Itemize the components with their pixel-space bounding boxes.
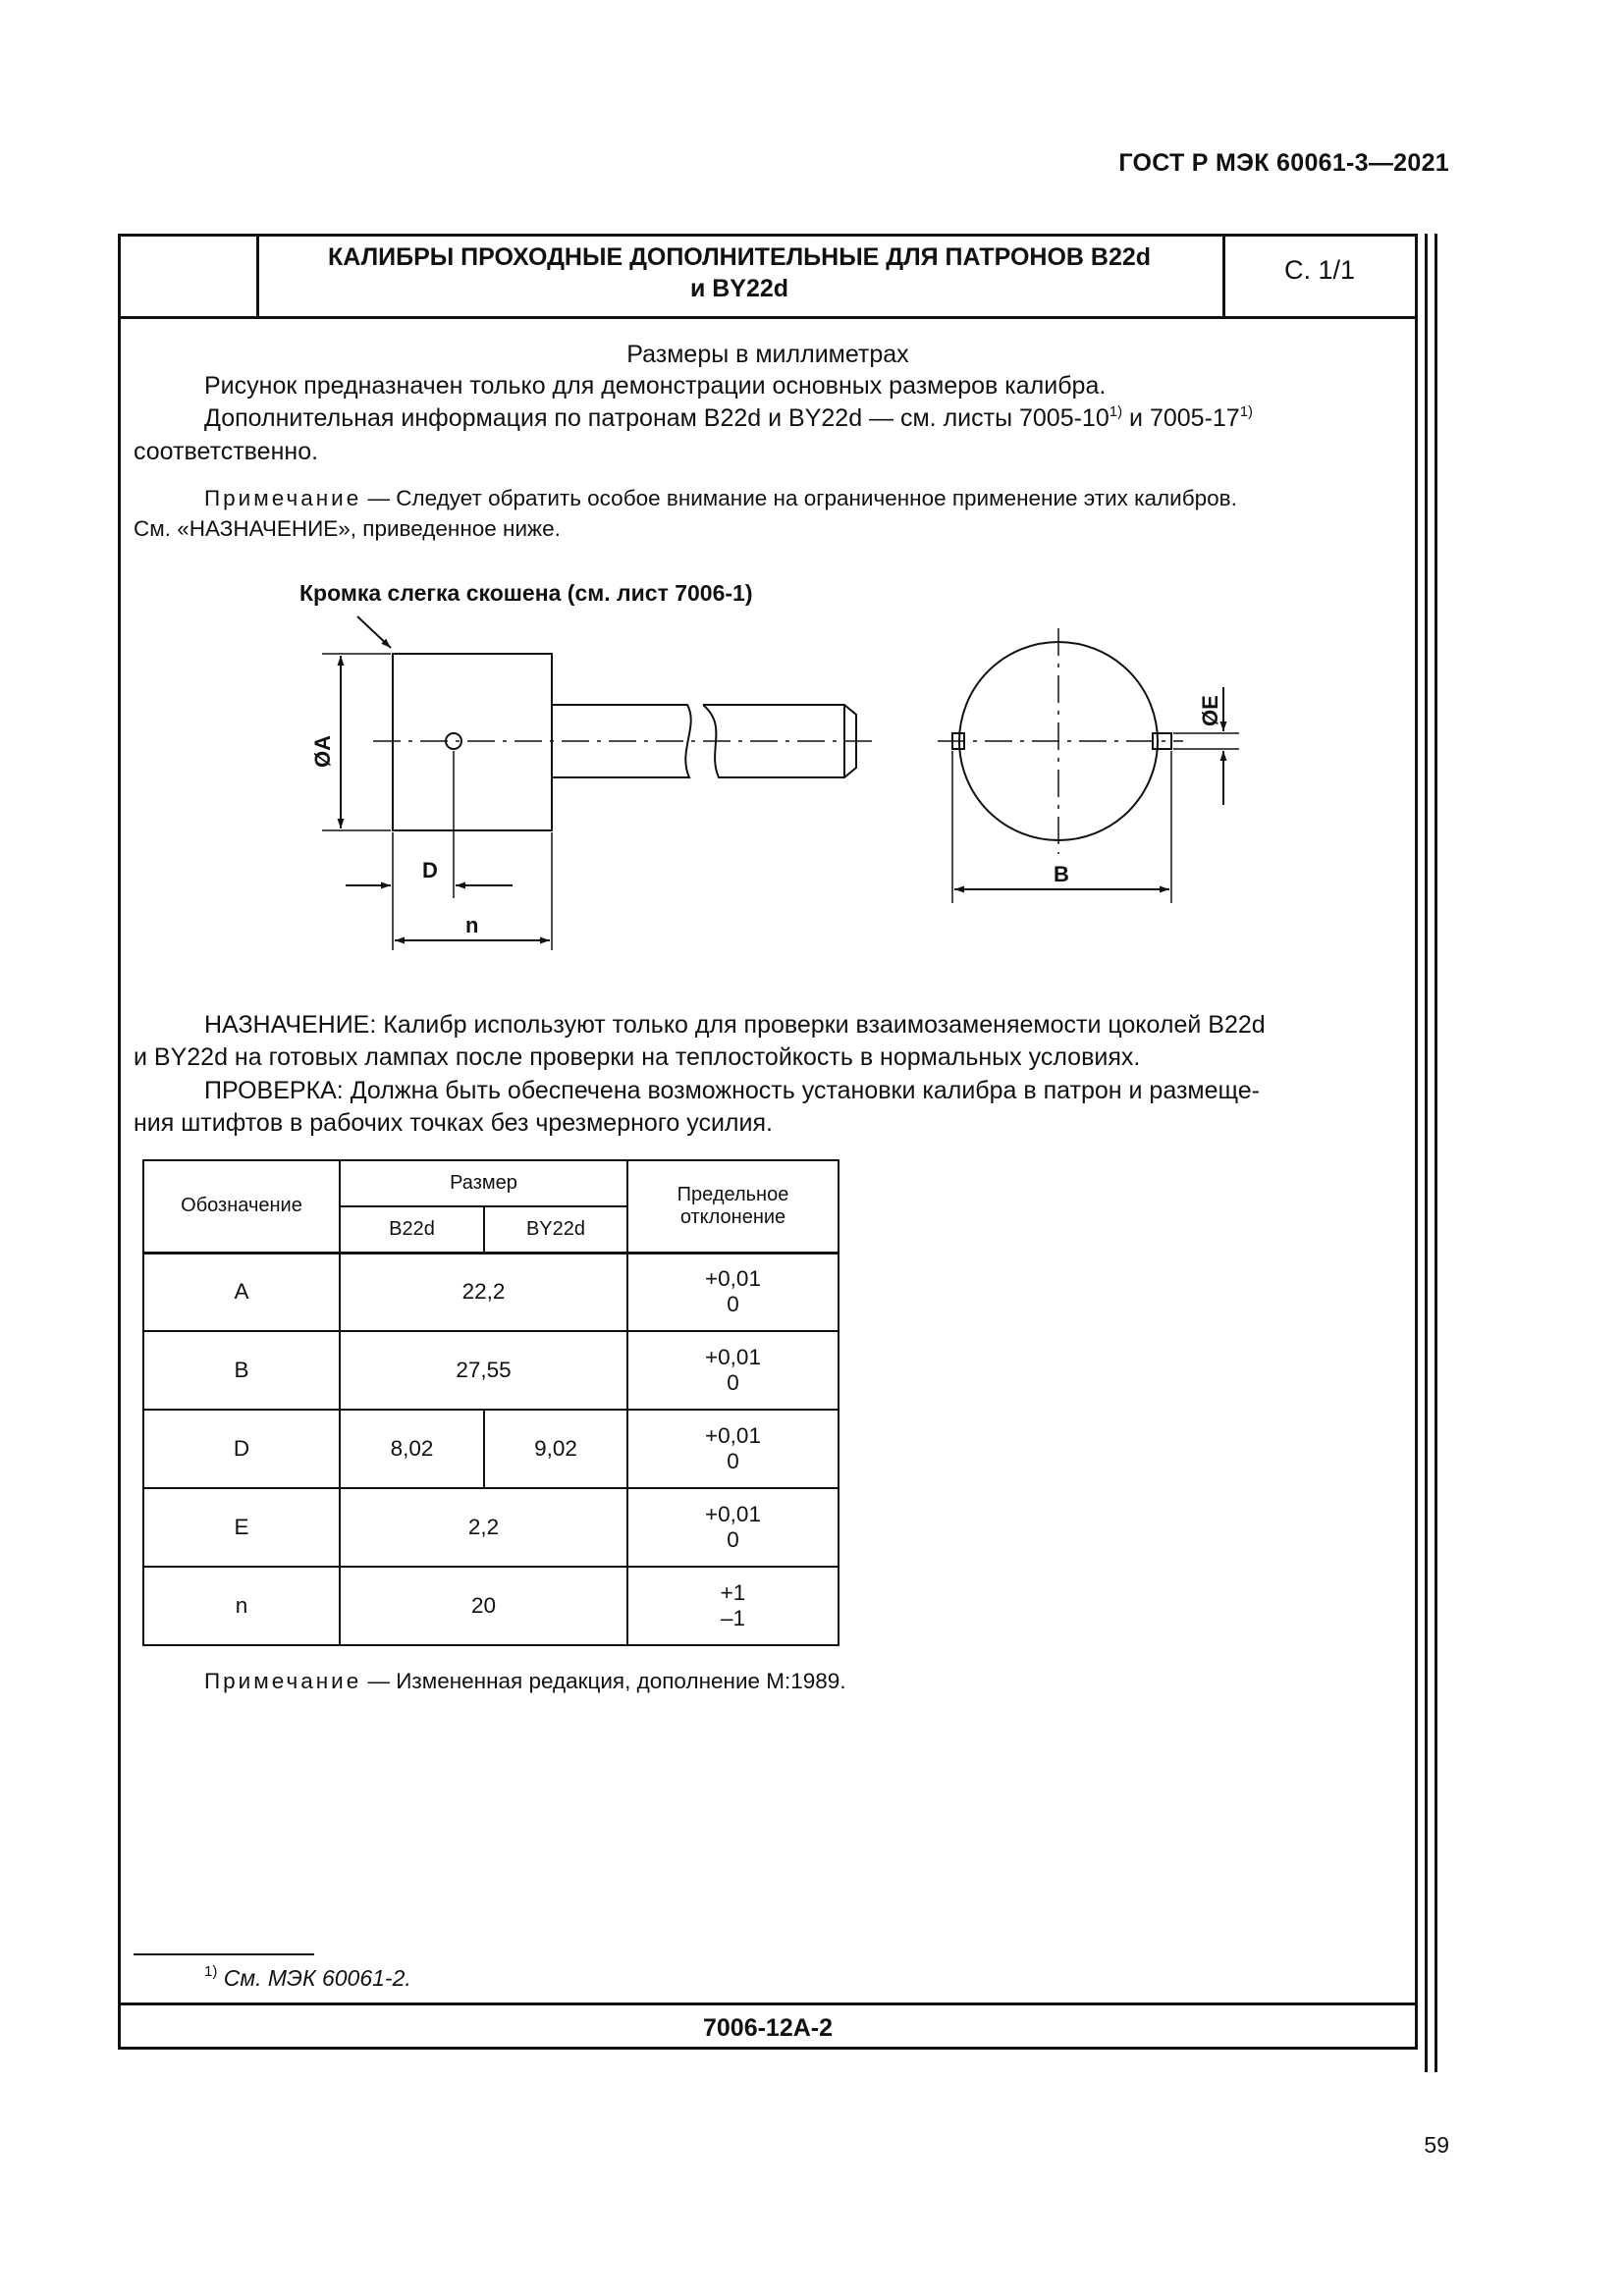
header-tolerance-line2: отклонение xyxy=(679,1205,786,1228)
page-number: 59 xyxy=(1424,2132,1449,2158)
label-A: ØA xyxy=(310,735,335,768)
sheet-code: 7006-12A-2 xyxy=(702,2014,834,2042)
note-1-line-2: См. «НАЗНАЧЕНИЕ», приведенное ниже. xyxy=(134,516,561,541)
dimensions-note: Размеры в миллиметрах xyxy=(626,341,909,368)
row-value-by22d: 9,02 xyxy=(484,1410,627,1488)
gauge-drawing xyxy=(0,0,1624,982)
row-value: 22,2 xyxy=(340,1253,627,1331)
sheet-title-line2: и BY22d xyxy=(689,275,789,302)
note-2-text: — Измененная редакция, дополнение М:1989. xyxy=(361,1669,846,1693)
header-b22d: B22d xyxy=(340,1206,484,1253)
row-tolerance: +0,01 0 xyxy=(627,1331,839,1410)
footnote-text: См. МЭК 60061-2. xyxy=(217,1965,411,1991)
row-tolerance: +0,01 0 xyxy=(627,1253,839,1331)
label-n: n xyxy=(465,913,479,937)
footer-rule xyxy=(118,2002,1418,2005)
row-value-b22d: 8,02 xyxy=(340,1410,484,1488)
label-D: D xyxy=(422,858,438,882)
row-tolerance: +1 –1 xyxy=(627,1567,839,1645)
header-size: Размер xyxy=(340,1160,627,1206)
table-row xyxy=(143,1253,839,1331)
purpose-line-1: НАЗНАЧЕНИЕ: Калибр используют только для проверки взаимозаменяемости цоколей B22d xyxy=(204,1011,1266,1039)
purpose-line-2: и BY22d на готовых лампах после проверки на теплостойкость в нормальных условиях. xyxy=(134,1043,1141,1071)
standard-number: ГОСТ Р МЭК 60061-3—2021 xyxy=(1118,149,1449,177)
row-tolerance: +0,01 0 xyxy=(627,1488,839,1567)
sheet-number: С. 1/1 xyxy=(1283,255,1356,285)
row-designation: B xyxy=(143,1331,340,1410)
dimensions-table xyxy=(142,1159,839,1646)
header-by22d: BY22d xyxy=(484,1206,627,1253)
footnote-ref: 1) xyxy=(1239,403,1254,420)
note-2-label: Примечание xyxy=(204,1669,362,1693)
note-1-label: Примечание xyxy=(204,486,362,510)
check-line-1: ПРОВЕРКА: Должна быть обеспечена возможность установки калибра в патрон и размеще- xyxy=(204,1077,1261,1104)
label-B: B xyxy=(1054,862,1069,886)
table-row xyxy=(143,1567,839,1645)
check-line-2: ния штифтов в рабочих точках без чрезмерного усилия. xyxy=(134,1109,773,1137)
label-E: ØE xyxy=(1198,695,1222,726)
intro-line-1: Рисунок предназначен только для демонстрации основных размеров калибра. xyxy=(204,372,1107,400)
table-row xyxy=(143,1331,839,1410)
table-row xyxy=(143,1488,839,1567)
footnote-ref: 1) xyxy=(1109,403,1123,420)
row-tolerance: +0,01 0 xyxy=(627,1410,839,1488)
footnote-mark: 1) xyxy=(204,1963,218,1980)
table-row xyxy=(143,1410,839,1488)
chamfer-label: Кромка слегка скошена (см. лист 7006-1) xyxy=(299,580,753,606)
row-value: 27,55 xyxy=(340,1331,627,1410)
footnote xyxy=(204,1965,411,1992)
row-designation: A xyxy=(143,1253,340,1331)
header-tolerance xyxy=(627,1160,839,1253)
row-designation: D xyxy=(143,1410,340,1488)
footnote-rule xyxy=(134,1953,314,1955)
intro-line-2-part2: и 7005-17 xyxy=(1122,404,1240,432)
intro-line-3: соответственно. xyxy=(134,438,319,465)
sheet-title-line1: КАЛИБРЫ ПРОХОДНЫЕ ДОПОЛНИТЕЛЬНЫЕ ДЛЯ ПАТРОНОВ B22d xyxy=(327,243,1152,271)
header-designation: Обозначение xyxy=(143,1160,340,1253)
row-designation: E xyxy=(143,1488,340,1567)
chamfer-leader xyxy=(357,616,391,648)
header-tolerance-line1: Предельное xyxy=(677,1183,789,1205)
row-designation: n xyxy=(143,1567,340,1645)
note-2 xyxy=(204,1666,846,1697)
intro-line-2-part1: Дополнительная информация по патронам B22d и BY22d — см. листы 7005-10 xyxy=(204,404,1110,432)
row-value: 20 xyxy=(340,1567,627,1645)
note-1-text: — Следует обратить особое внимание на ограниченное применение этих калибров. xyxy=(361,486,1237,510)
row-value: 2,2 xyxy=(340,1488,627,1567)
gauge-body xyxy=(393,654,552,830)
